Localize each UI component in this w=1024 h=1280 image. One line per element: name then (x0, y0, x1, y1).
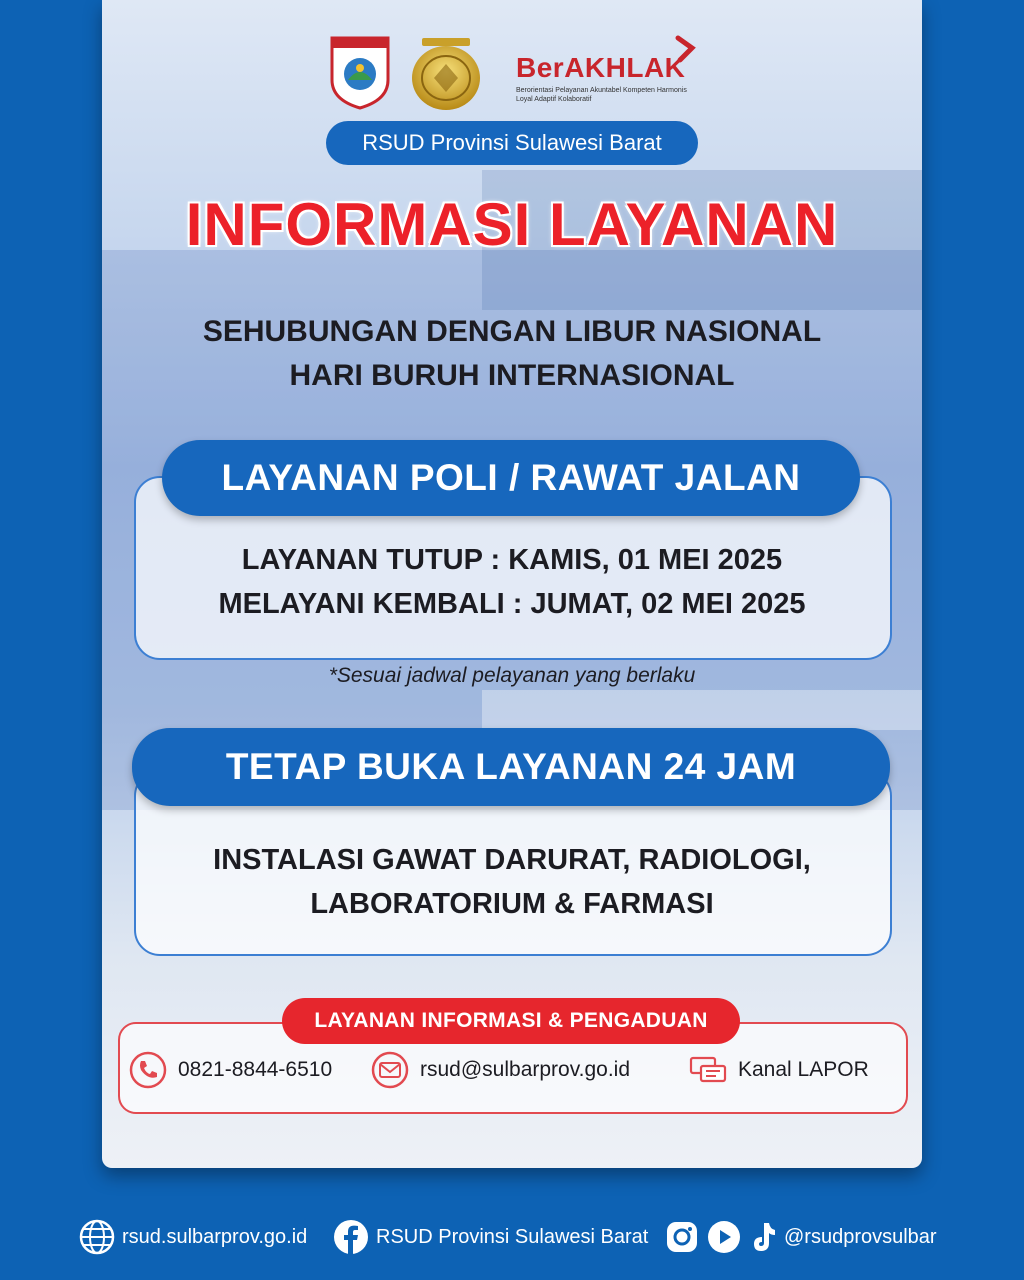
always-open-line-1: INSTALASI GAWAT DARURAT, RADIOLOGI, (213, 844, 811, 876)
social-links[interactable] (664, 1214, 937, 1260)
subheading-line-1: SEHUBUNGAN DENGAN LIBUR NASIONAL (202, 315, 822, 348)
website-link[interactable] (78, 1214, 307, 1260)
organization-pill: RSUD Provinsi Sulawesi Barat (326, 121, 698, 165)
building-canopy (482, 690, 922, 730)
sulbar-emblem-logo (328, 34, 392, 110)
announcement-subheading (102, 310, 922, 398)
lapor-contact[interactable] (688, 1046, 869, 1094)
globe-icon (78, 1218, 116, 1256)
berakhlak-logo (512, 34, 702, 110)
phone-contact[interactable] (128, 1046, 332, 1094)
lapor-label: Kanal LAPOR (738, 1058, 869, 1081)
gold-emblem-logo (408, 36, 484, 112)
phone-icon (128, 1050, 168, 1090)
phone-number: 0821-8844-6510 (178, 1058, 333, 1081)
youtube-icon (706, 1219, 742, 1255)
poster-card (102, 0, 922, 1168)
chat-icon (688, 1050, 728, 1090)
always-open-line-2: LABORATORIUM & FARMASI (310, 888, 714, 920)
poli-closed-text: LAYANAN TUTUP : KAMIS, 01 MEI 2025 (241, 544, 783, 576)
contact-title: LAYANAN INFORMASI & PENGADUAN (282, 998, 740, 1044)
footer (0, 1214, 1024, 1260)
website-url: rsud.sulbarprov.go.id (122, 1225, 308, 1248)
page-title: INFORMASI LAYANAN (185, 191, 839, 258)
logo-row (102, 30, 922, 114)
chevron-right-icon (672, 34, 700, 64)
tiktok-icon (748, 1219, 778, 1255)
social-handle: @rsudprovsulbar (784, 1225, 937, 1248)
berakhlak-tagline: Berorientasi Pelayanan Akuntabel Kompeten Harmonis Loyal Adaptif Kolaboratif (516, 87, 687, 103)
berakhlak-title: BerAKHLAK (516, 52, 686, 83)
schedule-note: *Sesuai jadwal pelayanan yang berlaku (328, 664, 696, 687)
poli-reopen-text: MELAYANI KEMBALI : JUMAT, 02 MEI 2025 (218, 588, 806, 620)
facebook-icon (332, 1218, 370, 1256)
subheading-line-2: HARI BURUH INTERNASIONAL (289, 359, 735, 392)
email-address: rsud@sulbarprov.go.id (420, 1058, 631, 1081)
poli-banner: LAYANAN POLI / RAWAT JALAN (162, 440, 860, 516)
facebook-page: RSUD Provinsi Sulawesi Barat (376, 1225, 649, 1248)
facebook-link[interactable] (332, 1214, 648, 1260)
email-contact[interactable] (370, 1046, 630, 1094)
always-open-banner: TETAP BUKA LAYANAN 24 JAM (132, 728, 890, 806)
mail-icon (370, 1050, 410, 1090)
instagram-icon (664, 1219, 700, 1255)
